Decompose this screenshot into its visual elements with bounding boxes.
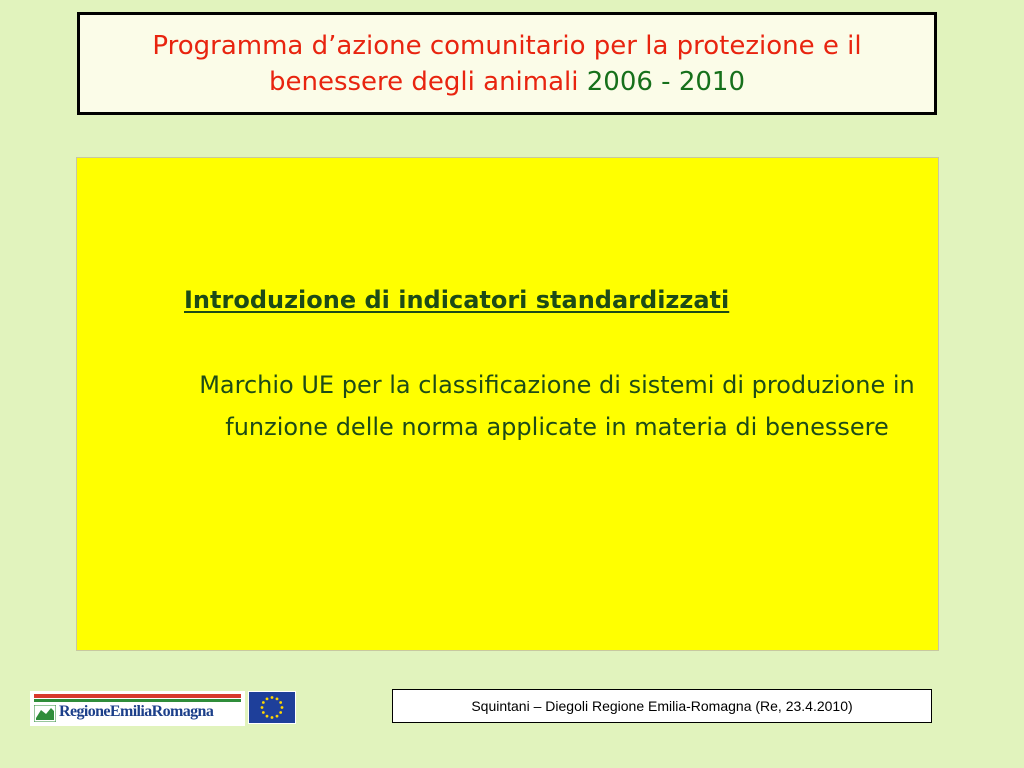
region-emilia-romagna-logo-icon — [30, 691, 245, 726]
footer-credit: Squintani – Diegoli Regione Emilia-Romagna (Re, 23.4.2010) — [471, 698, 853, 714]
slide-title-main: Programma d’azione comunitario per la protezione e il benessere degli animali — [152, 30, 862, 97]
eu-star-icon — [279, 701, 282, 704]
section-heading: Introduzione di indicatori standardizzati — [184, 286, 730, 314]
eu-star-icon — [271, 716, 274, 719]
logo-red-stripe — [34, 694, 241, 698]
eu-star-icon — [281, 706, 284, 709]
eu-star-icon — [276, 715, 279, 718]
region-logo-text: RegioneEmiliaRomagna — [59, 703, 214, 720]
eu-star-icon — [271, 696, 274, 699]
logo-green-stripe — [34, 699, 241, 702]
eu-flag-graphic — [249, 692, 295, 723]
title-box — [77, 12, 937, 115]
eu-star-icon — [262, 701, 265, 704]
eu-star-icon — [262, 711, 265, 714]
eu-star-icon — [266, 697, 269, 700]
content-panel — [76, 157, 939, 651]
eu-star-icon — [279, 711, 282, 714]
slide-title-years: 2006 - 2010 — [586, 66, 745, 97]
section-body: Marchio UE per la classificazione di sistemi di produzione in funzione delle norma applicate in materia di benessere — [199, 371, 915, 441]
eu-flag-icon — [248, 691, 296, 724]
eu-star-icon — [261, 706, 264, 709]
slide-title — [100, 28, 914, 100]
eu-star-icon — [276, 697, 279, 700]
footer-credit-box — [392, 689, 932, 723]
region-map-icon — [34, 705, 56, 722]
eu-star-icon — [266, 715, 269, 718]
